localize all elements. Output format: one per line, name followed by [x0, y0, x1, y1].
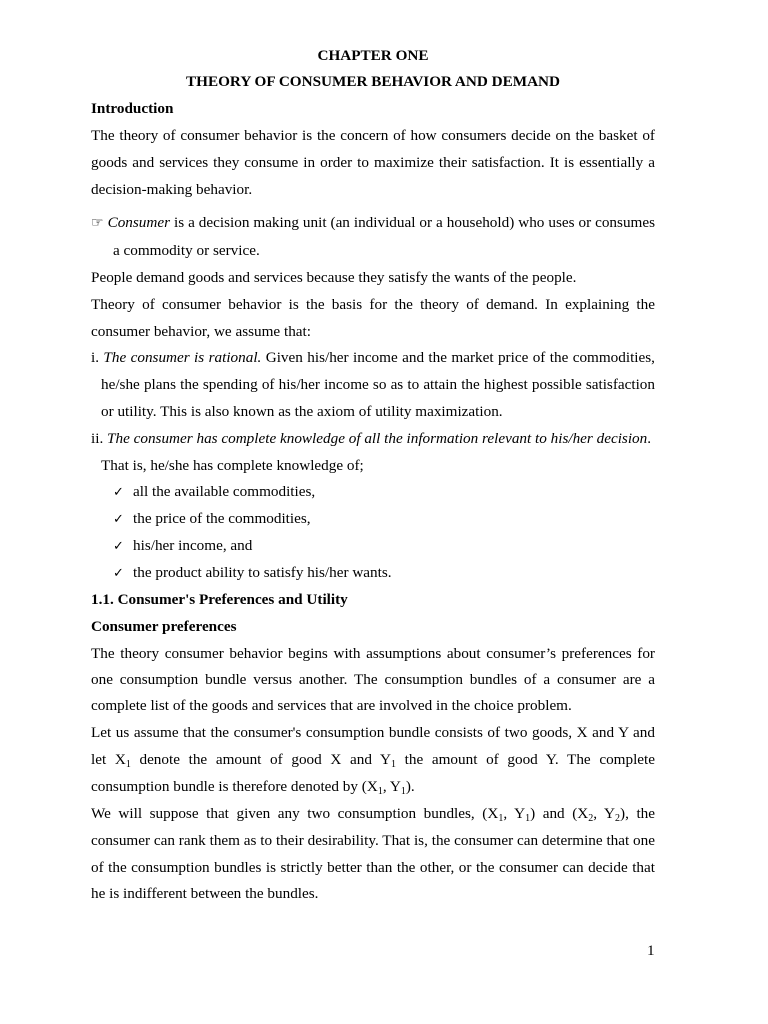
- bundle-line-2: [91, 750, 655, 770]
- rank-line-2: consumer can rank them as to their desirability. That is, the consumer can determine that one: [91, 832, 655, 849]
- knowledge-item-text: the price of the commodities,: [133, 510, 311, 527]
- rank-text: We will suppose that given any two consumption bundles, (X: [91, 805, 499, 822]
- knowledge-item: [113, 509, 311, 530]
- assumption-ii-line-2: That is, he/she has complete knowledge of;: [101, 457, 364, 474]
- demand-line: People demand goods and services because they satisfy the wants of the people.: [91, 269, 577, 286]
- knowledge-item-text: the product ability to satisfy his/her wants.: [133, 564, 392, 581]
- chapter-title: THEORY OF CONSUMER BEHAVIOR AND DEMAND: [186, 73, 560, 90]
- assumption-i-rest: Given his/her income and the market price of the commodities,: [261, 349, 655, 366]
- chapter-label: CHAPTER ONE: [317, 47, 429, 64]
- page-number: 1: [647, 942, 655, 959]
- subscript: 1: [498, 813, 504, 824]
- preferences-line-1: The theory consumer behavior begins with assumptions about consumer’s preferences for: [91, 645, 655, 662]
- intro-heading: Introduction: [91, 100, 174, 117]
- bundle-text: , Y: [382, 778, 401, 795]
- bundle-text: denote the amount of good X and Y: [130, 751, 391, 768]
- subscript: 2: [615, 813, 621, 824]
- subscript: 1: [400, 786, 406, 797]
- knowledge-item: [113, 563, 392, 584]
- pointing-hand-icon: ☞: [91, 215, 104, 231]
- checkmark-icon: ✓: [113, 512, 124, 527]
- intro-line-1: The theory of consumer behavior is the concern of how consumers decide on the basket of: [91, 127, 655, 144]
- subheading: Consumer preferences: [91, 618, 237, 635]
- knowledge-item-text: his/her income, and: [133, 537, 253, 554]
- theory-line-1: Theory of consumer behavior is the basis for the theory of demand. In explaining the: [91, 296, 655, 313]
- subscript: 2: [588, 813, 594, 824]
- rank-line-3: of the consumption bundles is strictly better than the other, or the consumer can decide that: [91, 859, 655, 876]
- bundle-text: let X: [91, 751, 126, 768]
- section-heading: 1.1. Consumer's Preferences and Utility: [91, 591, 348, 608]
- consumer-term: Consumer: [107, 214, 171, 231]
- assumption-ii-number: ii.: [91, 430, 108, 447]
- subscript: 1: [125, 759, 131, 770]
- knowledge-item-text: all the available commodities,: [133, 483, 316, 500]
- consumer-definition-line-2: a commodity or service.: [113, 242, 260, 259]
- assumption-ii-italic: The consumer has complete knowledge of all the information relevant to his/her decision: [107, 430, 648, 447]
- subscript: 1: [391, 759, 396, 770]
- assumption-i-italic: The consumer is rational.: [103, 349, 262, 366]
- rank-text: , Y: [503, 805, 526, 822]
- rank-line-4: he is indifferent between the bundles.: [91, 885, 319, 902]
- bundle-text: consumption bundle is therefore denoted by (X: [91, 778, 378, 795]
- assumption-i-line-3: or utility. This is also known as the axiom of utility maximization.: [101, 403, 503, 420]
- checkmark-icon: ✓: [113, 485, 124, 500]
- rank-line-1: [91, 804, 655, 824]
- knowledge-item: [113, 482, 315, 503]
- bundle-text: the amount of good Y. The complete: [396, 751, 655, 768]
- assumption-i-number: i.: [91, 349, 104, 366]
- rank-text: , Y: [593, 805, 616, 822]
- checkmark-icon: ✓: [113, 539, 124, 554]
- assumption-ii-line-1: [91, 429, 651, 449]
- subscript: 1: [525, 813, 531, 824]
- checkmark-icon: ✓: [113, 566, 124, 581]
- assumption-ii-end: .: [647, 430, 652, 447]
- consumer-definition-line-1: [91, 213, 655, 233]
- preferences-line-2: one consumption bundle versus another. The consumption bundles of a consumer are a: [91, 671, 655, 688]
- bundle-line-1: Let us assume that the consumer's consumption bundle consists of two goods, X and Y and: [91, 724, 655, 741]
- assumption-i-line-2: he/she plans the spending of his/her income so as to attain the highest possible satisfaction: [101, 376, 655, 393]
- intro-line-3: decision-making behavior.: [91, 181, 253, 198]
- preferences-line-3: complete list of the goods and services that are involved in the choice problem.: [91, 697, 572, 714]
- rank-text: ), the: [620, 805, 656, 822]
- bundle-line-3: [91, 777, 415, 797]
- intro-line-2: goods and services they consume in order to maximize their satisfaction. It is essentially a: [91, 154, 655, 171]
- assumption-i-line-1: [91, 348, 655, 368]
- consumer-definition-text: is a decision making unit (an individual or a household) who uses or consumes: [170, 214, 655, 231]
- bundle-text: ).: [405, 778, 415, 795]
- rank-text: ) and (X: [530, 805, 589, 822]
- theory-line-2: consumer behavior, we assume that:: [91, 323, 311, 340]
- subscript: 1: [377, 786, 383, 797]
- knowledge-item: [113, 536, 252, 557]
